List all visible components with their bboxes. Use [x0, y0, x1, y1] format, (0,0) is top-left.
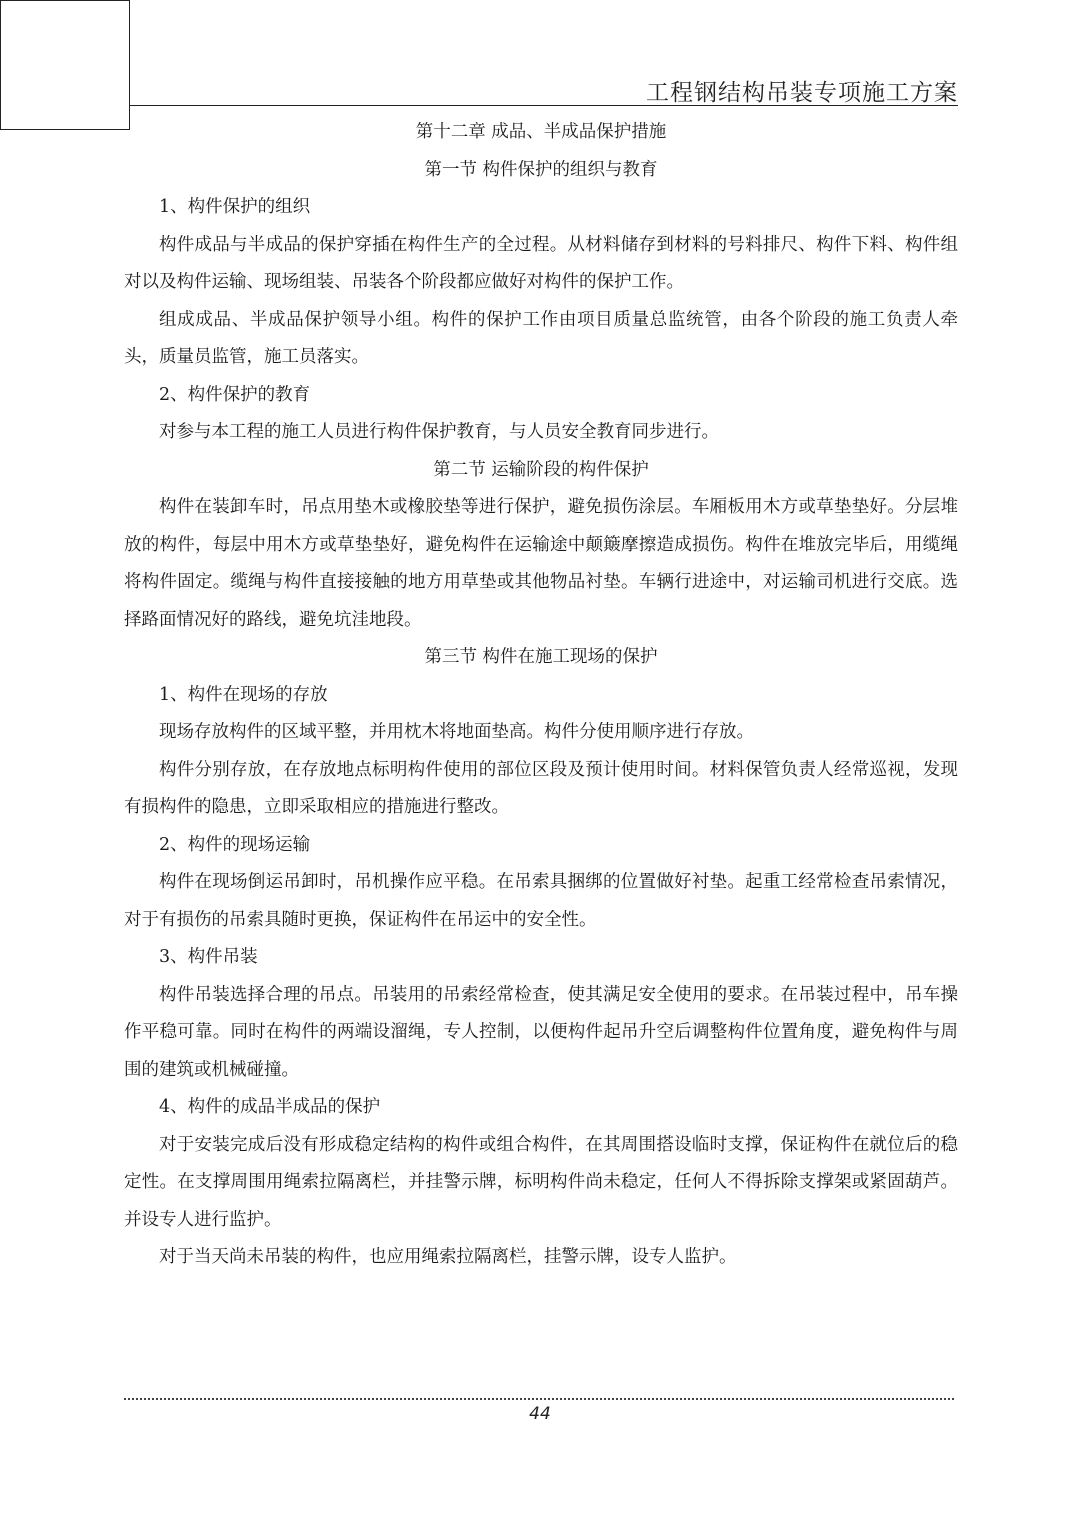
header-rule	[130, 105, 958, 106]
section-3-title: 第三节 构件在施工现场的保护	[424, 647, 658, 667]
section-3-sub-1-heading: 1、构件在现场的存放	[159, 684, 328, 705]
section-1-sub-1-paragraph-1: 构件成品与半成品的保护穿插在构件生产的全过程。从材料储存到材料的号料排尺、构件下料、构件组对以及构件运输、现场组装、吊装各个阶段都应做好对构件的保护工作。	[124, 234, 958, 292]
header-title: 工程钢结构吊装专项施工方案	[646, 80, 958, 106]
section-1-sub-1-paragraph-2: 组成成品、半成品保护领导小组。构件的保护工作由项目质量总监统管，由各个阶段的施工负责人牵头，质量员监管，施工员落实。	[124, 309, 958, 367]
section-1-sub-2-heading: 2、构件保护的教育	[159, 384, 311, 405]
section-3-sub-4-paragraph-1: 对于安装完成后没有形成稳定结构的构件或组合构件，在其周围搭设临时支撑，保证构件在就位后的稳定性。在支撑周围用绳索拉隔离栏，并挂警示牌，标明构件尚未稳定，任何人不得拆除支撑架或紧固葫芦。并设专人进行监护。	[124, 1134, 958, 1230]
chapter-title: 第十二章 成品、半成品保护措施	[415, 122, 667, 142]
section-1-sub-1-heading: 1、构件保护的组织	[159, 197, 311, 217]
section-1-title: 第一节 构件保护的组织与教育	[424, 159, 658, 180]
section-3-sub-1-paragraph-2: 构件分别存放，在存放地点标明构件使用的部位区段及预计使用时间。材料保管负责人经常巡视，发现有损构件的隐患，立即采取相应的措施进行整改。	[124, 759, 958, 817]
section-3-sub-4-heading: 4、构件的成品半成品的保护	[159, 1097, 381, 1117]
section-3-sub-1-paragraph-1: 现场存放构件的区域平整，并用枕木将地面垫高。构件分使用顺序进行存放。	[159, 722, 754, 742]
section-2-paragraph-1: 构件在装卸车时，吊点用垫木或橡胶垫等进行保护，避免损伤涂层。车厢板用木方或草垫垫好。分层堆放的构件，每层中用木方或草垫垫好，避免构件在运输途中颠簸摩擦造成损伤。构件在堆放完毕后，用缆绳将构件固定。缆绳与构件直接接触的地方用草垫或其他物品衬垫。车辆行进途中，对运输司机进行交底。选择路面情况好的路线，避免坑洼地段。	[124, 497, 958, 630]
document-body	[124, 114, 958, 1277]
section-3-sub-4-paragraph-2: 对于当天尚未吊装的构件，也应用绳索拉隔离栏，挂警示牌，设专人监护。	[159, 1247, 737, 1267]
section-3-sub-3-paragraph-1: 构件吊装选择合理的吊点。吊装用的吊索经常检查，使其满足安全使用的要求。在吊装过程中，吊车操作平稳可靠。同时在构件的两端设溜绳，专人控制，以便构件起吊升空后调整构件位置角度，避免构件与周围的建筑或机械碰撞。	[124, 984, 958, 1080]
page-number: 44	[529, 1404, 551, 1424]
section-2-title: 第二节 运输阶段的构件保护	[433, 459, 649, 480]
section-3-sub-2-heading: 2、构件的现场运输	[159, 834, 311, 855]
footer-rule	[124, 1398, 954, 1400]
corner-box	[0, 0, 130, 130]
section-3-sub-3-heading: 3、构件吊装	[159, 947, 258, 967]
section-1-sub-2-paragraph-1: 对参与本工程的施工人员进行构件保护教育，与人员安全教育同步进行。	[159, 422, 719, 442]
section-3-sub-2-paragraph-1: 构件在现场倒运吊卸时，吊机操作应平稳。在吊索具捆绑的位置做好衬垫。起重工经常检查吊索情况，对于有损伤的吊索具随时更换，保证构件在吊运中的安全性。	[124, 872, 958, 930]
